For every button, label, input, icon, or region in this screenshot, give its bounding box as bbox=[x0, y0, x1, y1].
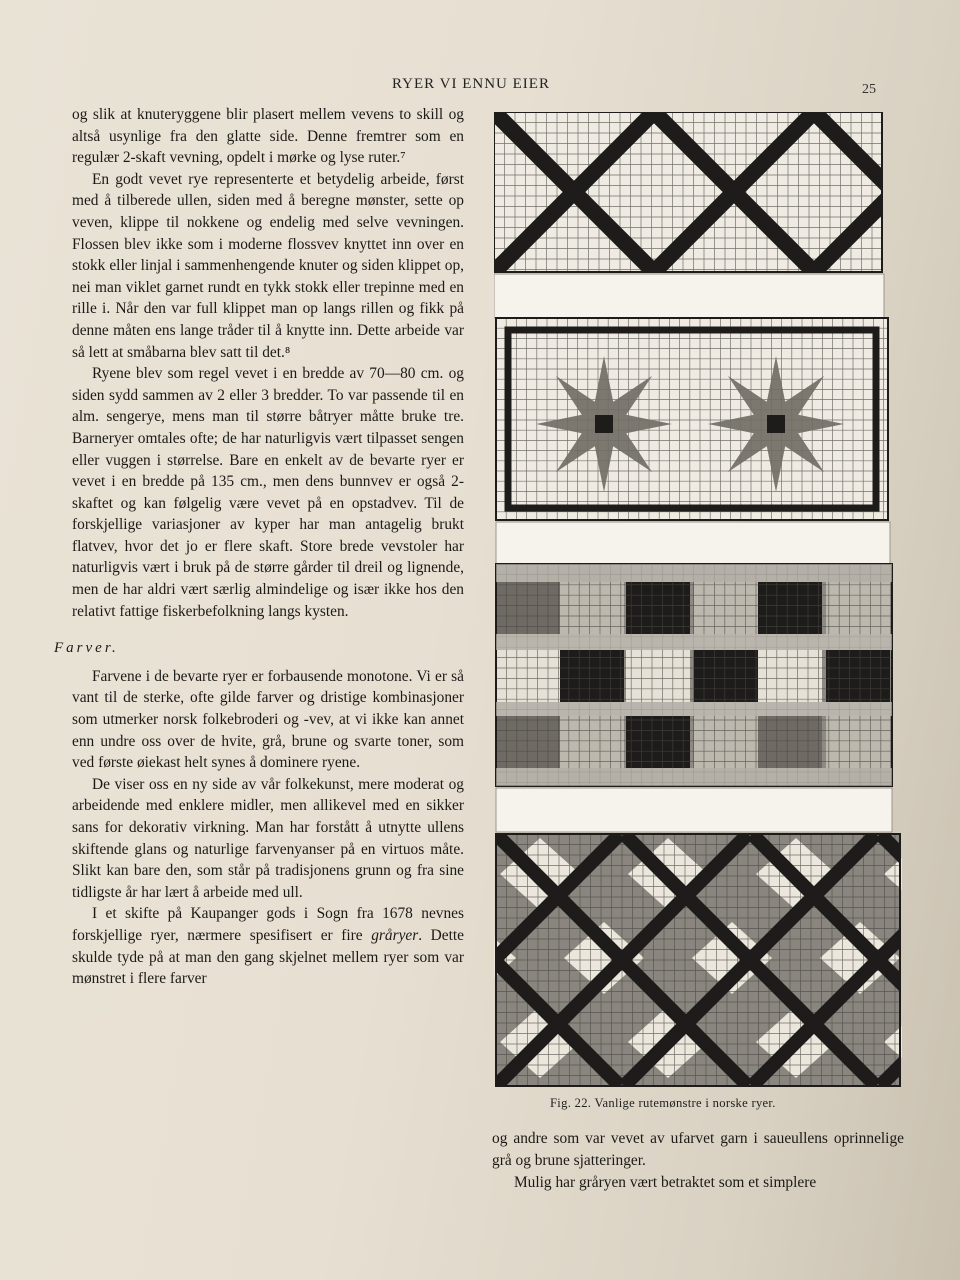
right-text-column bbox=[492, 1128, 904, 1194]
star-center bbox=[595, 415, 613, 433]
text-run: I et skifte på Kaupanger gods i Sogn fra 1678 nevnes forskjellige ryer, nærmere spesifisert er fire bbox=[72, 905, 464, 944]
pattern-figure bbox=[494, 112, 902, 1088]
paragraph: og slik at knuteryggene blir plasert mellem vevens to skill og altså usynlige fra den glatte side. Denne fremtrer som en regulær 2-skaft vevning, opdelt i mørke og lyse ruter.⁷ bbox=[72, 106, 464, 167]
emphasis-word: gråryer bbox=[371, 926, 419, 944]
stripe-band bbox=[496, 564, 892, 582]
blank-band bbox=[494, 274, 884, 318]
paragraph: Ryene blev som regel vevet i en bredde av 70—80 cm. og siden sydd sammen av 2 eller 3 bredder. To var passende til en alm. sengerye, mens man til større båtryer måtte bruke tre. Barneryer omtales ofte; de har naturligvis vært tilpasset sengen eller vuggen i størrelse. Bare en enkelt av de bevarte ryer er vevet i en bredde på 135 cm., men dens bunnvev er også 2-skaftet og kan følgelig være vevet på en opstadvev. Til de forskjellige variasjoner av kyper har man antagelig brukt flatvev, hvor det jo er flere skaft. Store brede vevstoler har naturligvis vært i bruk på de større gårder til dreil og lignende, men de har aldri vært særlig almindelige og især ikke hos den relativt fattige fiskerbefolkning langs kysten. bbox=[72, 365, 464, 620]
paragraph: Farvene i de bevarte ryer er forbausende monotone. Vi er så vant til de sterke, ofte gilde farver og dristige kombinasjoner som utmerker norsk folkebroderi og -vev, at vi ikke kan annet enn undre oss over de hvite, grå, brune og svarte toner, som ved første øiekast helt synes å dominere ryene. bbox=[72, 667, 464, 772]
text-run: . Dette skulde tyde på at man den gang skjelnet mellem ryer som var mønstret i flere farver bbox=[72, 926, 464, 988]
figure-caption: Fig. 22. Vanlige rutemønstre i norske ryer. bbox=[550, 1096, 776, 1110]
page-number: 25 bbox=[862, 82, 876, 97]
check-block bbox=[826, 716, 890, 768]
running-head: RYER VI ENNU EIER bbox=[392, 76, 550, 92]
paragraph: En godt vevet rye representerte et betydelig arbeide, først med å tilberede ullen, siden med å beregne mønster, sette op veven, klippe til nokkene og endelig med selve vevningen. Flossen blev ikke som i moderne flossvev knyttet inn over en stokk eller linjal i sammenhengende knuter og siden klippet op, nei man viklet garnet rundt en tykk stokk eller trepinne med en rille i. Når den var full klippet man op langs rillen og fikk på denne måten ens lange tråder til å knytte inn. Dette arbeide var så lett at småbarna blev satt til det.⁸ bbox=[72, 170, 464, 361]
blank-band bbox=[496, 522, 890, 564]
section-heading: Farver. bbox=[54, 640, 119, 657]
check-block bbox=[758, 716, 822, 768]
weave-pattern-illustration bbox=[494, 112, 902, 1088]
check-block bbox=[496, 716, 560, 768]
paragraph: Mulig har gråryen vært betraktet som et simplere bbox=[514, 1174, 817, 1191]
stripe-band bbox=[496, 634, 892, 650]
paragraph bbox=[72, 903, 464, 989]
check-block bbox=[694, 716, 758, 768]
paragraph: De viser oss en ny side av vår folkekunst, mere moderat og arbeidende med enklere midler, men allikevel med en sikker sans for dekorativ virkning. Man har forstått å utnytte ullens skiftende glans og naturlige farvenyanser på en virtuos måte. Slikt kan bare den, som står på tradisjonens grunn og fra sine tidligste år har lært å arbeide med ull. bbox=[72, 775, 464, 901]
check-block bbox=[560, 716, 624, 768]
stripe-band bbox=[496, 702, 892, 716]
blank-band bbox=[496, 788, 892, 832]
star-center bbox=[767, 415, 785, 433]
paragraph: og andre som var vevet av ufarvet garn i saueullens oprinnelige grå og brune sjatteringer. bbox=[492, 1130, 904, 1169]
stripe-band bbox=[496, 768, 892, 786]
check-block bbox=[626, 716, 690, 768]
left-text-column bbox=[54, 104, 464, 990]
